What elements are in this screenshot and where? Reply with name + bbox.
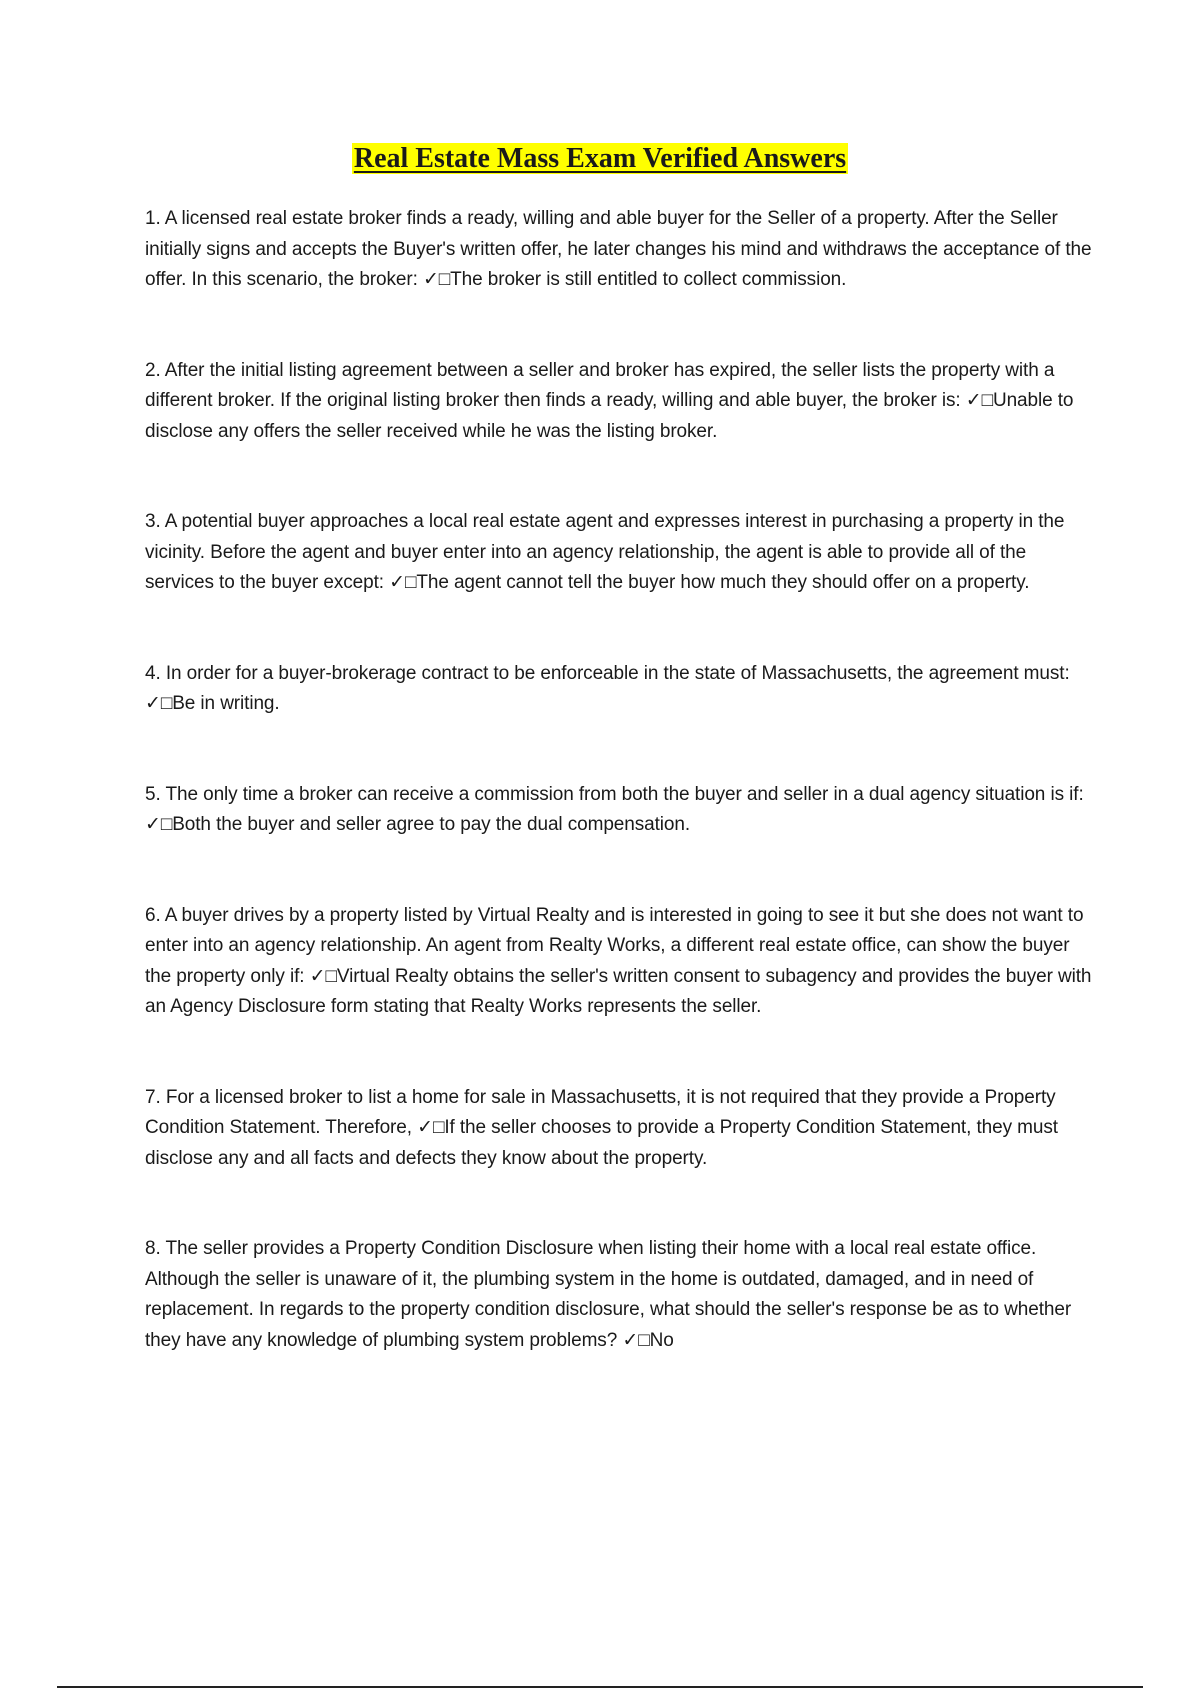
- check-mark-icon: ✓□: [145, 814, 173, 835]
- question-text: 4. In order for a buyer-brokerage contract to be enforceable in the state of Massachusetts, the agreement must:: [145, 662, 1070, 684]
- check-mark-icon: ✓□: [309, 965, 337, 987]
- page-bottom-divider: [57, 1686, 1143, 1688]
- check-mark-icon: ✓□: [145, 693, 173, 714]
- answer-text: Both the buyer and seller agree to pay the dual compensation.: [172, 814, 691, 835]
- answer-text: The broker is still entitled to collect commission.: [450, 269, 847, 290]
- question-list: [145, 204, 1095, 1356]
- answer-text: The agent cannot tell the buyer how much they should offer on a property.: [416, 572, 1030, 593]
- question-text: 3. A potential buyer approaches a local real estate agent and expresses interest in purchasing a property in the vicinity. Before the agent and buyer enter into an agency relationship, the agent is able to provide all of the services to the buyer except:: [145, 511, 1065, 593]
- question-text: 6. A buyer drives by a property listed by Virtual Realty and is interested in going to see it but she does not want to enter into an agency relationship. An agent from Realty Works, a different real estate office, can show the buyer the property only if:: [145, 904, 1084, 987]
- check-mark-icon: ✓□: [622, 1329, 650, 1351]
- document-title-text: Real Estate Mass Exam Verified Answers: [353, 143, 847, 174]
- question-item: [145, 1083, 1095, 1175]
- answer-text: Be in writing.: [172, 693, 280, 714]
- document-title: [0, 141, 1200, 177]
- check-mark-icon: ✓□: [965, 390, 993, 411]
- question-text: 5. The only time a broker can receive a commission from both the buyer and seller in a dual agency situation is if:: [145, 783, 1084, 805]
- question-item: [145, 901, 1095, 1023]
- question-item: [145, 780, 1095, 841]
- check-mark-icon: ✓□: [389, 572, 417, 593]
- check-mark-icon: ✓□: [422, 269, 451, 290]
- question-text: 2. After the initial listing agreement between a seller and broker has expired, the seller lists the property with a different broker. If the original listing broker then finds a ready, willing and able buyer, the broker is:: [145, 359, 1055, 411]
- question-item: [145, 204, 1095, 296]
- question-item: [145, 659, 1095, 720]
- question-item: [145, 356, 1095, 448]
- answer-text: Virtual Realty obtains the seller's written consent to subagency and provides the buyer with an Agency Disclosure form stating that Realty Works represents the seller.: [145, 965, 1092, 1017]
- question-item: [145, 507, 1095, 599]
- answer-text: Unable to disclose any offers the seller received while he was the listing broker.: [145, 390, 1074, 442]
- answer-text: No: [649, 1329, 674, 1351]
- question-item: [145, 1234, 1095, 1356]
- question-text: 7. For a licensed broker to list a home for sale in Massachusetts, it is not required that they provide a Property Condition Statement. Therefore,: [145, 1086, 1056, 1138]
- answer-text: If the seller chooses to provide a Property Condition Statement, they must disclose any and all facts and defects they know about the property.: [145, 1117, 1058, 1169]
- check-mark-icon: ✓□: [417, 1117, 445, 1138]
- question-text: 1. A licensed real estate broker finds a ready, willing and able buyer for the Seller of a property. After the Seller initially signs and accepts the Buyer's written offer, he later changes his mind and withdraws the acceptance of the offer. In this scenario, the broker:: [145, 208, 1092, 290]
- question-text: 8. The seller provides a Property Condition Disclosure when listing their home with a local real estate office. Although the seller is unaware of it, the plumbing system in the home is outdated, damaged, and in need of replacement. In regards to the property condition disclosure, what should the seller's response be as to whether they have any knowledge of plumbing system problems?: [145, 1238, 1072, 1351]
